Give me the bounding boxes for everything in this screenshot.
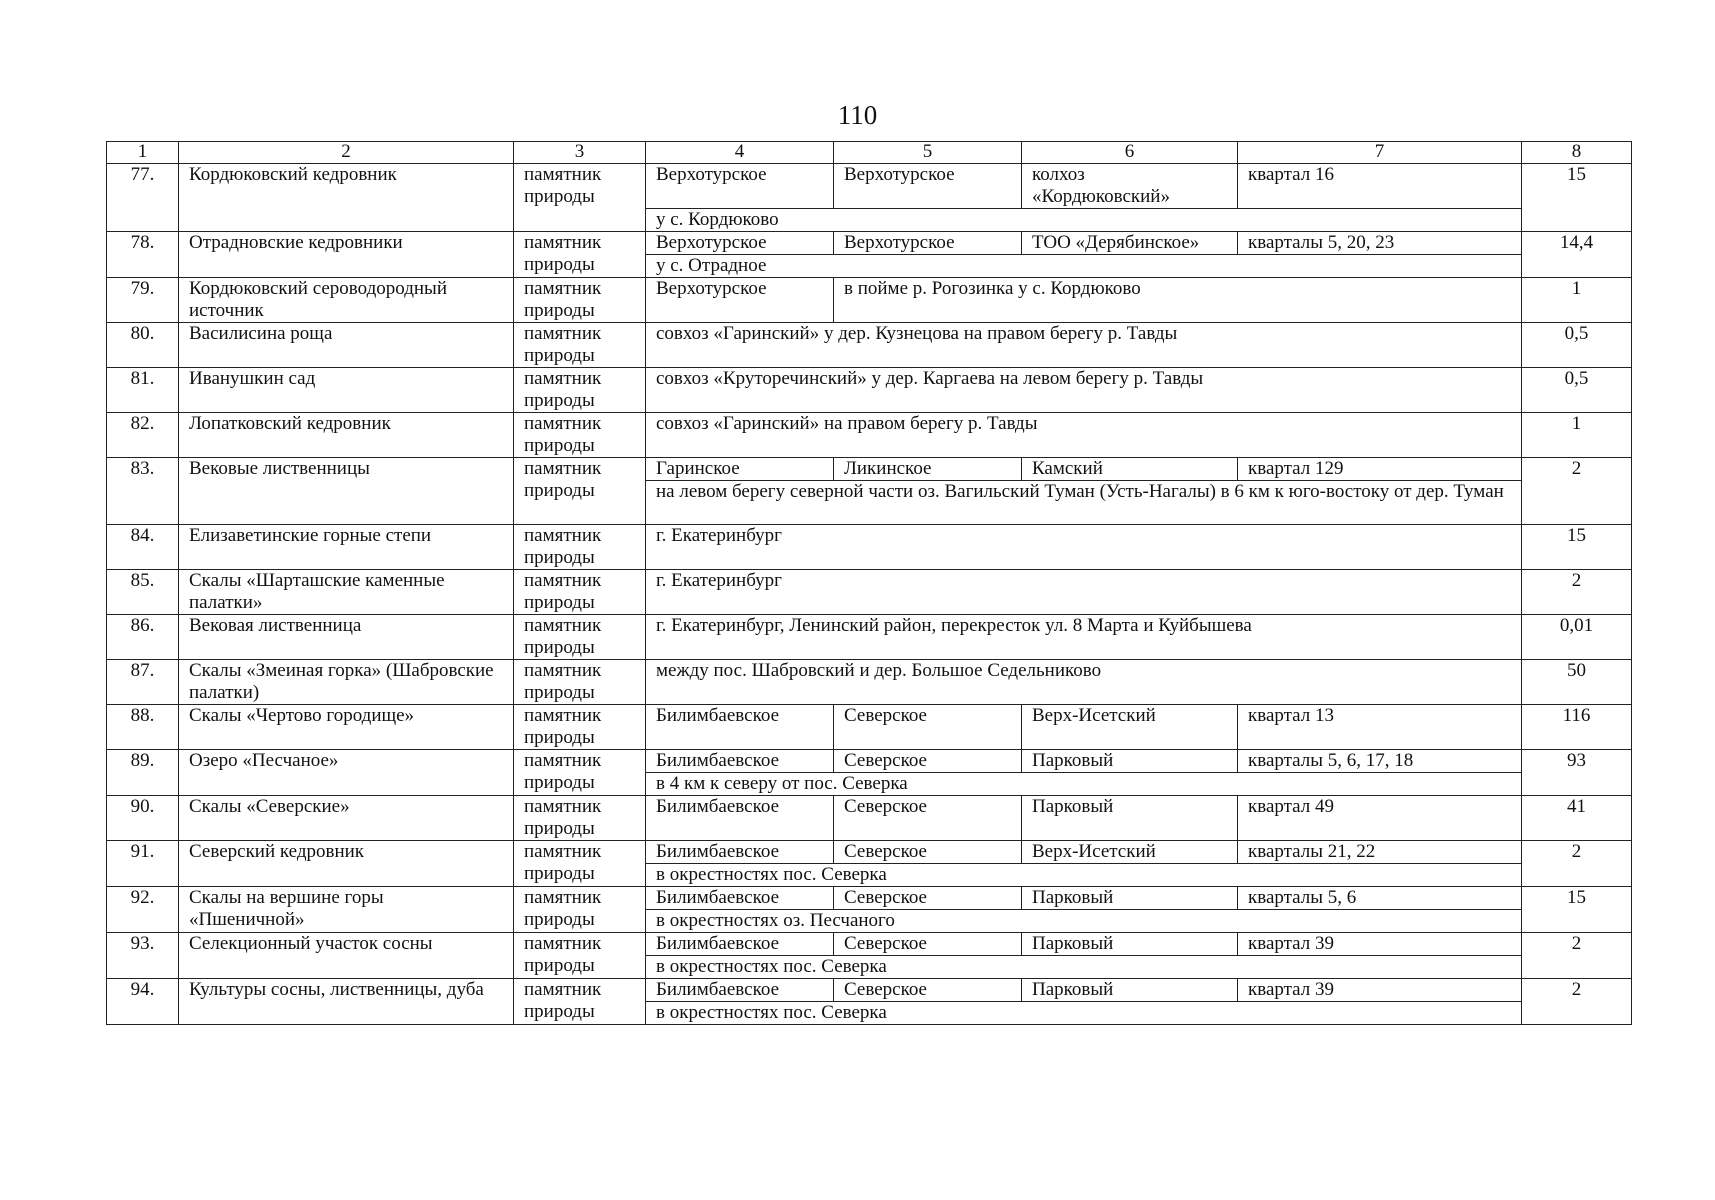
- column-number-3: 3: [514, 142, 646, 164]
- district-forestry: Северское: [834, 933, 1022, 956]
- forestry: Билимбаевское: [646, 750, 834, 773]
- table-row: [107, 232, 1632, 255]
- place: в окрестностях оз. Песчаного: [646, 910, 1522, 933]
- monument-name: Отрадновские кедровники: [179, 232, 514, 278]
- column-number-4: 4: [646, 142, 834, 164]
- table-row: [107, 164, 1632, 209]
- monument-name: Елизаветинские горные степи: [179, 525, 514, 570]
- place: в окрестностях пос. Северка: [646, 1002, 1522, 1025]
- monument-type: памятник природы: [514, 368, 646, 413]
- table-row: [107, 570, 1632, 615]
- area-ha: 0,01: [1522, 615, 1632, 660]
- land-user: Парковый: [1022, 979, 1238, 1002]
- row-number: 86.: [107, 615, 179, 660]
- monument-name: Скалы «Шарташские каменные палатки»: [179, 570, 514, 615]
- land-user: Парковый: [1022, 796, 1238, 841]
- land-user: Парковый: [1022, 750, 1238, 773]
- monument-type: памятник природы: [514, 705, 646, 750]
- land-user: колхоз «Кордюковский»: [1022, 164, 1238, 209]
- column-number-6: 6: [1022, 142, 1238, 164]
- area-ha: 2: [1522, 841, 1632, 887]
- land-user: Парковый: [1022, 887, 1238, 910]
- monument-name: Озеро «Песчаное»: [179, 750, 514, 796]
- row-number: 94.: [107, 979, 179, 1025]
- forestry: Билимбаевское: [646, 796, 834, 841]
- land-user: ТОО «Дерябинское»: [1022, 232, 1238, 255]
- table-row: [107, 615, 1632, 660]
- table-row: [107, 705, 1632, 750]
- land-user: Парковый: [1022, 933, 1238, 956]
- quarter: квартал 49: [1238, 796, 1522, 841]
- district-forestry: Северское: [834, 979, 1022, 1002]
- table-row: [107, 660, 1632, 705]
- land-user: Камский: [1022, 458, 1238, 481]
- area-ha: 2: [1522, 570, 1632, 615]
- table-row: [107, 413, 1632, 458]
- table-row: [107, 750, 1632, 773]
- table-row: [107, 278, 1632, 323]
- column-number-2: 2: [179, 142, 514, 164]
- quarter: квартал 16: [1238, 164, 1522, 209]
- forestry: Верхотурское: [646, 278, 834, 323]
- area-ha: 0,5: [1522, 323, 1632, 368]
- monument-type: памятник природы: [514, 660, 646, 705]
- monument-type: памятник природы: [514, 278, 646, 323]
- quarter: квартал 129: [1238, 458, 1522, 481]
- place: в 4 км к северу от пос. Северка: [646, 773, 1522, 796]
- monument-type: памятник природы: [514, 750, 646, 796]
- forestry: Билимбаевское: [646, 841, 834, 864]
- row-number: 84.: [107, 525, 179, 570]
- table-row: [107, 323, 1632, 368]
- district-forestry: Верхотурское: [834, 232, 1022, 255]
- monument-type: памятник природы: [514, 841, 646, 887]
- monument-name: Вековая лиственница: [179, 615, 514, 660]
- page-number: 110: [837, 100, 878, 130]
- location: совхоз «Гаринский» на правом берегу р. Тавды: [646, 413, 1522, 458]
- district-forestry: Северское: [834, 750, 1022, 773]
- row-number: 83.: [107, 458, 179, 525]
- area-ha: 2: [1522, 979, 1632, 1025]
- monument-type: памятник природы: [514, 458, 646, 525]
- monument-type: памятник природы: [514, 164, 646, 232]
- table-row: [107, 979, 1632, 1002]
- land-user: Верх-Исетский: [1022, 705, 1238, 750]
- row-number: 91.: [107, 841, 179, 887]
- quarter: кварталы 5, 20, 23: [1238, 232, 1522, 255]
- monument-name: Скалы «Змеиная горка» (Шабровские палатки): [179, 660, 514, 705]
- quarter: квартал 39: [1238, 933, 1522, 956]
- row-number: 87.: [107, 660, 179, 705]
- location: совхоз «Гаринский» у дер. Кузнецова на правом берегу р. Тавды: [646, 323, 1522, 368]
- area-ha: 2: [1522, 933, 1632, 979]
- monument-name: Вековые лиственницы: [179, 458, 514, 525]
- monument-name: Кордюковский кедровник: [179, 164, 514, 232]
- row-number: 89.: [107, 750, 179, 796]
- forestry: Верхотурское: [646, 232, 834, 255]
- place: у с. Отрадное: [646, 255, 1522, 278]
- column-number-7: 7: [1238, 142, 1522, 164]
- row-number: 78.: [107, 232, 179, 278]
- table-row: [107, 887, 1632, 910]
- location: г. Екатеринбург: [646, 570, 1522, 615]
- forestry: Билимбаевское: [646, 933, 834, 956]
- forestry: Билимбаевское: [646, 705, 834, 750]
- area-ha: 1: [1522, 278, 1632, 323]
- district-forestry: Северское: [834, 887, 1022, 910]
- row-number: 92.: [107, 887, 179, 933]
- monument-type: памятник природы: [514, 887, 646, 933]
- district-forestry: Ликинское: [834, 458, 1022, 481]
- place: у с. Кордюково: [646, 209, 1522, 232]
- monument-type: памятник природы: [514, 525, 646, 570]
- table-row: [107, 368, 1632, 413]
- area-ha: 93: [1522, 750, 1632, 796]
- monument-name: Селекционный участок сосны: [179, 933, 514, 979]
- district-forestry: Северское: [834, 705, 1022, 750]
- row-number: 77.: [107, 164, 179, 232]
- place: в окрестностях пос. Северка: [646, 956, 1522, 979]
- table-row: [107, 933, 1632, 956]
- table-row: [107, 458, 1632, 481]
- column-number-1: 1: [107, 142, 179, 164]
- district-forestry: Северское: [834, 841, 1022, 864]
- monument-name: Скалы «Северские»: [179, 796, 514, 841]
- area-ha: 50: [1522, 660, 1632, 705]
- monument-type: памятник природы: [514, 413, 646, 458]
- row-number: 85.: [107, 570, 179, 615]
- row-number: 88.: [107, 705, 179, 750]
- area-ha: 2: [1522, 458, 1632, 525]
- monuments-table: [106, 141, 1632, 1025]
- monument-name: Скалы на вершине горы «Пшеничной»: [179, 887, 514, 933]
- monument-type: памятник природы: [514, 979, 646, 1025]
- quarter: кварталы 5, 6, 17, 18: [1238, 750, 1522, 773]
- monument-name: Скалы «Чертово городище»: [179, 705, 514, 750]
- monument-name: Лопатковский кедровник: [179, 413, 514, 458]
- column-number-5: 5: [834, 142, 1022, 164]
- monument-name: Культуры сосны, лиственницы, дуба: [179, 979, 514, 1025]
- row-number: 90.: [107, 796, 179, 841]
- area-ha: 14,4: [1522, 232, 1632, 278]
- district-forestry: Верхотурское: [834, 164, 1022, 209]
- monument-type: памятник природы: [514, 323, 646, 368]
- quarter: кварталы 21, 22: [1238, 841, 1522, 864]
- monument-type: памятник природы: [514, 615, 646, 660]
- monument-name: Василисина роща: [179, 323, 514, 368]
- area-ha: 41: [1522, 796, 1632, 841]
- monument-type: памятник природы: [514, 796, 646, 841]
- land-user: Верх-Исетский: [1022, 841, 1238, 864]
- area-ha: 15: [1522, 887, 1632, 933]
- location: совхоз «Круторечинский» у дер. Каргаева на левом берегу р. Тавды: [646, 368, 1522, 413]
- table-row: [107, 525, 1632, 570]
- quarter: кварталы 5, 6: [1238, 887, 1522, 910]
- area-ha: 15: [1522, 164, 1632, 232]
- area-ha: 15: [1522, 525, 1632, 570]
- quarter: квартал 39: [1238, 979, 1522, 1002]
- location: в пойме р. Рогозинка у с. Кордюково: [834, 278, 1522, 323]
- place: в окрестностях пос. Северка: [646, 864, 1522, 887]
- location: г. Екатеринбург, Ленинский район, перекресток ул. 8 Марта и Куйбышева: [646, 615, 1522, 660]
- forestry: Билимбаевское: [646, 887, 834, 910]
- row-number: 81.: [107, 368, 179, 413]
- forestry: Верхотурское: [646, 164, 834, 209]
- monument-type: памятник природы: [514, 232, 646, 278]
- monument-type: памятник природы: [514, 570, 646, 615]
- monument-type: памятник природы: [514, 933, 646, 979]
- area-ha: 0,5: [1522, 368, 1632, 413]
- table-row: [107, 796, 1632, 841]
- forestry: Билимбаевское: [646, 979, 834, 1002]
- table-row: [107, 841, 1632, 864]
- row-number: 93.: [107, 933, 179, 979]
- location: между пос. Шабровский и дер. Большое Седельниково: [646, 660, 1522, 705]
- row-number: 79.: [107, 278, 179, 323]
- monument-name: Кордюковский сероводородный источник: [179, 278, 514, 323]
- area-ha: 116: [1522, 705, 1632, 750]
- forestry: Гаринское: [646, 458, 834, 481]
- column-number-8: 8: [1522, 142, 1632, 164]
- quarter: квартал 13: [1238, 705, 1522, 750]
- location: г. Екатеринбург: [646, 525, 1522, 570]
- row-number: 82.: [107, 413, 179, 458]
- monument-name: Северский кедровник: [179, 841, 514, 887]
- header-row: [107, 142, 1632, 164]
- monument-name: Иванушкин сад: [179, 368, 514, 413]
- row-number: 80.: [107, 323, 179, 368]
- district-forestry: Северское: [834, 796, 1022, 841]
- place: на левом берегу северной части оз. Вагильский Туман (Усть-Нагалы) в 6 км к юго-востоку от дер. Туман: [646, 481, 1522, 525]
- area-ha: 1: [1522, 413, 1632, 458]
